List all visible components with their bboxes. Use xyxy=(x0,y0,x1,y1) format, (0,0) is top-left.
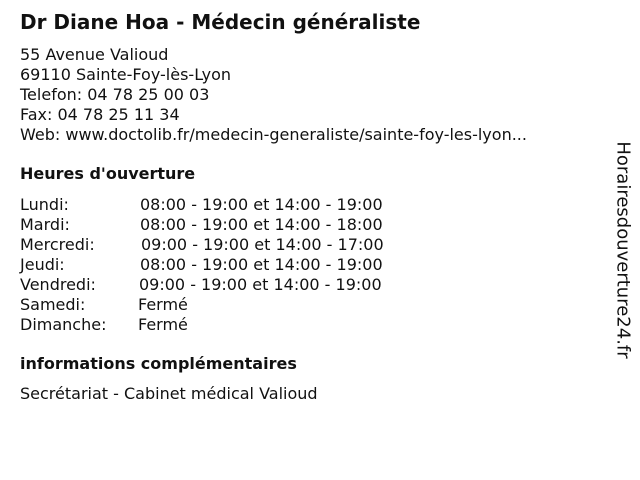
hours-value: 09:00 - 19:00 et 14:00 - 17:00 xyxy=(141,235,384,254)
opening-hours-heading: Heures d'ouverture xyxy=(20,164,196,183)
day-label: Vendredi: xyxy=(20,275,96,294)
contact-block xyxy=(20,45,527,145)
additional-info-heading: informations complémentaires xyxy=(20,354,297,373)
hours-value: Fermé xyxy=(138,315,188,334)
day-label: Samedi: xyxy=(20,295,86,314)
phone-number: Telefon: 04 78 25 00 03 xyxy=(20,85,210,104)
day-label: Jeudi: xyxy=(20,255,65,274)
day-label: Mardi: xyxy=(20,215,70,234)
fax-number: Fax: 04 78 25 11 34 xyxy=(20,105,180,124)
site-watermark: Horairesdouverture24.fr xyxy=(612,141,634,359)
hours-value: Fermé xyxy=(138,295,188,314)
day-label: Dimanche: xyxy=(20,315,107,334)
additional-info-text: Secrétariat - Cabinet médical Valioud xyxy=(20,384,318,403)
hours-value: 08:00 - 19:00 et 14:00 - 19:00 xyxy=(140,195,383,214)
day-label: Mercredi: xyxy=(20,235,95,254)
hours-value: 08:00 - 19:00 et 14:00 - 18:00 xyxy=(140,215,383,234)
address-city: 69110 Sainte-Foy-lès-Lyon xyxy=(20,65,232,84)
page-title: Dr Diane Hoa - Médecin généraliste xyxy=(20,10,421,34)
hours-value: 09:00 - 19:00 et 14:00 - 19:00 xyxy=(139,275,382,294)
address-street: 55 Avenue Valioud xyxy=(20,45,169,64)
hours-value: 08:00 - 19:00 et 14:00 - 19:00 xyxy=(140,255,383,274)
day-label: Lundi: xyxy=(20,195,69,214)
website-link[interactable]: Web: www.doctolib.fr/medecin-generaliste/sainte-foy-les-lyon... xyxy=(20,125,527,144)
